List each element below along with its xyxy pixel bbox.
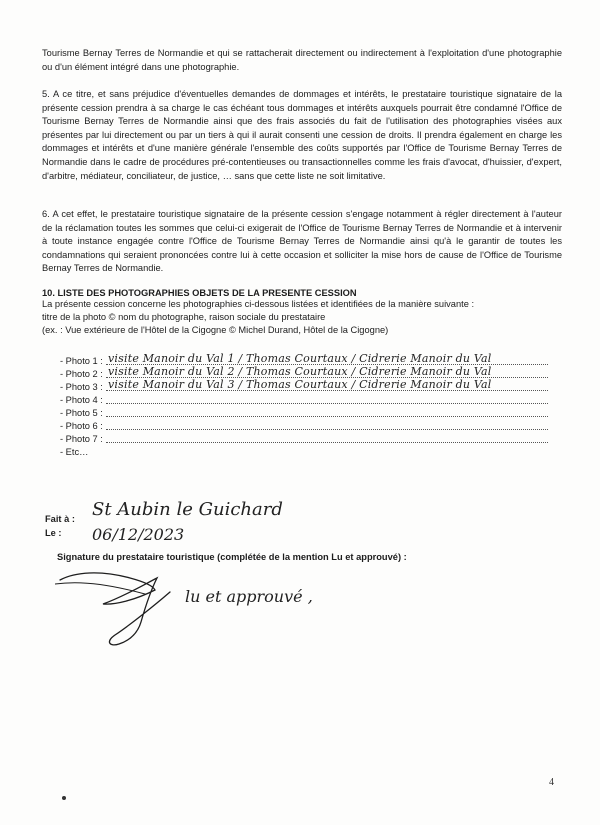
photo-value: visite Manoir du Val 2 / Thomas Courtaux / Cidrerie Manoir du Val: [108, 365, 492, 378]
photo-row-5: [60, 408, 560, 421]
dotted-line: [106, 416, 548, 417]
section-10-heading: 10. LISTE DES PHOTOGRAPHIES OBJETS DE LA PRESENTE CESSION: [42, 288, 357, 298]
dotted-line: [106, 429, 548, 430]
photo-list-etc: - Etc…: [60, 447, 89, 457]
photo-label: - Photo 2 :: [60, 369, 103, 379]
page-number: 4: [549, 777, 554, 788]
photo-label: - Photo 5 :: [60, 408, 103, 418]
signature-mention: lu et approuvé ,: [185, 587, 313, 606]
photo-label: - Photo 3 :: [60, 382, 103, 392]
photo-label: - Photo 7 :: [60, 434, 103, 444]
photo-value: visite Manoir du Val 3 / Thomas Courtaux / Cidrerie Manoir du Val: [108, 378, 492, 391]
photo-label: - Photo 6 :: [60, 421, 103, 431]
photo-label: - Photo 1 :: [60, 356, 103, 366]
paragraph-5: 5. A ce titre, et sans préjudice d'éventuelles demandes de dommages et intérêts, le prestataire touristique signataire de la présente cession prendra à sa charge le cas échéant tous dommages et intérêts auxquels pourrait être condamné l'Office de Tourisme Bernay Terres de Normandie ainsi que des frais associés du fait de l'utilisation des photographies visées aux présentes par lui directement ou par un tiers à qui il aurait consenti une cession de droits. Il prendra également en charge les dommages et intérêts et d'une manière générale l'ensemble des coûts supportés par l'Office de Tourisme Bernay Terres de Normandie dans le cadre de procédures pré-contentieuses ou transactionnelles comme les frais d'avocat, d'huissier, d'expert, d'arbitre, médiateur, conciliateur, de justice, … sans que cette liste ne soit limitative.: [42, 89, 562, 181]
date-value: 06/12/2023: [92, 525, 185, 544]
photo-row-7: [60, 434, 560, 447]
handwritten-signature: [55, 560, 205, 650]
page-mark: [62, 796, 66, 800]
photo-row-6: [60, 421, 560, 434]
photo-row-4: [60, 395, 560, 408]
photo-value: visite Manoir du Val 1 / Thomas Courtaux / Cidrerie Manoir du Val: [108, 352, 492, 365]
section-10-example: (ex. : Vue extérieure de l'Hôtel de la Cigogne © Michel Durand, Hôtel de la Cigogne): [42, 325, 389, 335]
section-10-format: titre de la photo © nom du photographe, raison sociale du prestataire: [42, 312, 326, 322]
dotted-line: [106, 403, 548, 404]
fait-value: St Aubin le Guichard: [92, 499, 283, 520]
section-10-intro: La présente cession concerne les photographies ci-dessous listées et identifiées de la manière suivante :: [42, 299, 475, 309]
photo-row-3: [60, 378, 560, 395]
dotted-line: [106, 442, 548, 443]
signature-label: Signature du prestataire touristique (complétée de la mention Lu et approuvé) :: [57, 552, 407, 562]
fait-label: Fait à :: [45, 514, 75, 524]
paragraph-6: 6. A cet effet, le prestataire touristique signataire de la présente cession s'engage notamment à régler directement à l'auteur de la réclamation toutes les sommes que celui-ci exigerait de l'Office de Tourisme Bernay Terres de Normandie et à intervenir à toute instance engagée contre l'Office de Tourisme Bernay Terres de Normandie ainsi qu'à le garantir de toutes les condamnations qui seraient prononcées contre lui à cette occasion et solliciter la mise hors de cause de l'Office de Tourisme Bernay Terres de Normandie.: [42, 209, 562, 274]
date-label: Le :: [45, 528, 62, 538]
paragraph-intro: Tourisme Bernay Terres de Normandie et qui se rattacherait directement ou indirectement à l'exploitation d'une photographie ou d'un élément intégré dans une photographie.: [42, 48, 562, 72]
photo-label: - Photo 4 :: [60, 395, 103, 405]
